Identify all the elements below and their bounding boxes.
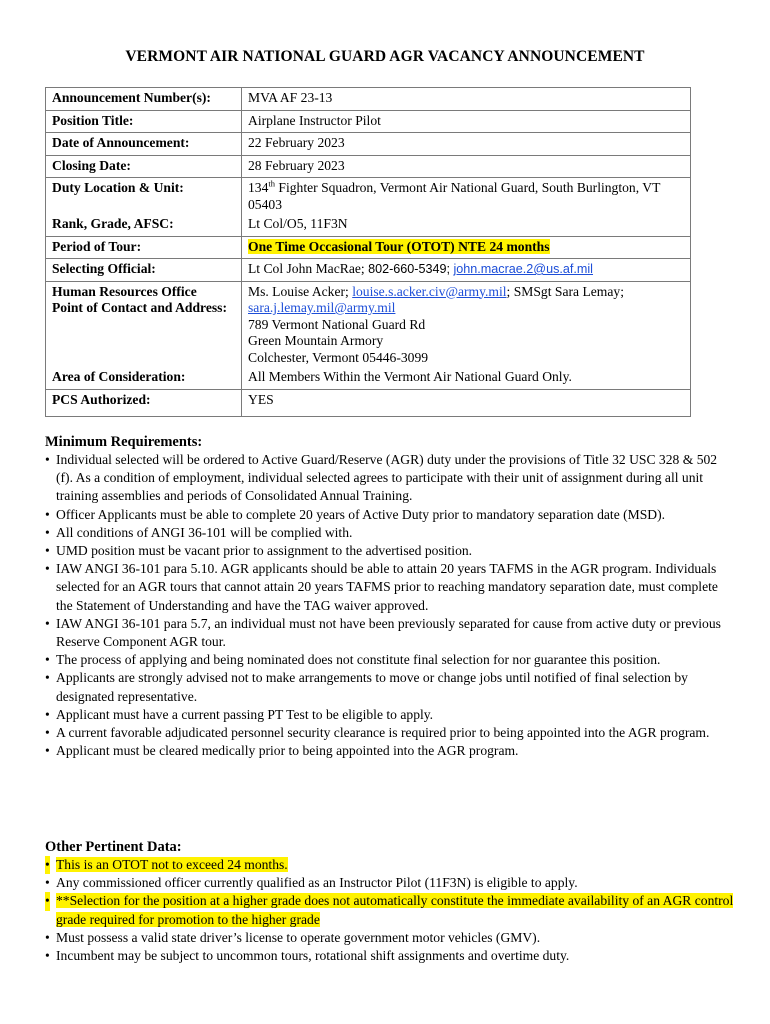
list-item: • All conditions of ANGI 36-101 will be complied with.	[45, 524, 735, 542]
list-item: • Officer Applicants must be able to complete 20 years of Active Duty prior to mandatory separation date (MSD).	[45, 506, 735, 524]
closing-date-label: Closing Date:	[46, 155, 242, 178]
highlighted-text: This is an OTOT not to exceed 24 months.	[56, 857, 288, 872]
period-value	[242, 236, 691, 259]
period-label: Period of Tour:	[46, 236, 242, 259]
pcs-label: PCS Authorized:	[46, 389, 242, 416]
selecting-official-phone: 802-660-5349;	[368, 262, 454, 276]
list-item: • Must possess a valid state driver’s license to operate government motor vehicles (GMV).	[45, 929, 735, 947]
table-row	[46, 216, 691, 236]
list-item: • Applicant must have a current passing PT Test to be eligible to apply.	[45, 706, 735, 724]
duty-location-zip: 05403	[248, 196, 282, 212]
table-row	[46, 281, 691, 369]
list-item: • Individual selected will be ordered to Active Guard/Reserve (AGR) duty under the provisions of Title 32 USC 328 & 502 (f). As a condition of employment, individual selected agrees to participate with their unit of assignment during all unit training assemblies and periods of Consolidated Annual Training.	[45, 451, 735, 506]
hro-label	[46, 281, 242, 369]
announcement-number-label: Announcement Number(s):	[46, 88, 242, 111]
duty-location-value	[242, 178, 691, 217]
period-value-text: One Time Occasional Tour (OTOT) NTE 24 months	[248, 238, 550, 254]
duty-location-ordinal: th	[268, 178, 276, 189]
table-row	[46, 178, 691, 217]
table-row	[46, 110, 691, 133]
page-title: VERMONT AIR NATIONAL GUARD AGR VACANCY ANNOUNCEMENT	[125, 48, 645, 65]
table-row	[46, 155, 691, 178]
hro-address-line2: Green Mountain Armory	[248, 333, 384, 348]
selecting-official-name: Lt Col John MacRae;	[248, 261, 369, 276]
minimum-requirements-heading: Minimum Requirements:	[45, 434, 203, 450]
announcement-number-value: MVA AF 23-13	[242, 88, 691, 111]
hro-address-line1: 789 Vermont National Guard Rd	[248, 316, 426, 332]
list-item: • Any commissioned officer currently qualified as an Instructor Pilot (11F3N) is eligible to apply.	[45, 874, 735, 892]
table-row	[46, 259, 691, 282]
hro-contact1-name: Ms. Louise Acker;	[248, 283, 353, 299]
list-item: • Applicant must be cleared medically prior to being appointed into the AGR program.	[45, 742, 735, 760]
list-item	[45, 892, 735, 928]
list-item: • Applicants are strongly advised not to make arrangements to move or change jobs until notified of final selection by designated representative.	[45, 669, 735, 705]
position-title-value: Airplane Instructor Pilot	[242, 110, 691, 133]
duty-location-number: 134	[248, 180, 269, 195]
table-row	[46, 88, 691, 111]
table-row	[46, 389, 691, 416]
area-value: All Members Within the Vermont Air National Guard Only.	[242, 369, 691, 389]
table-row	[46, 133, 691, 156]
hro-label-line1: Human Resources Office	[52, 283, 197, 299]
closing-date-value: 28 February 2023	[242, 155, 691, 178]
other-pertinent-data-heading: Other Pertinent Data:	[45, 839, 182, 855]
hro-label-line2: Point of Contact and Address:	[52, 300, 227, 315]
list-item: • UMD position must be vacant prior to assignment to the advertised position.	[45, 542, 735, 560]
selecting-official-label: Selecting Official:	[46, 259, 242, 282]
position-title-label: Position Title:	[46, 110, 242, 133]
minimum-requirements-list	[45, 451, 735, 760]
hro-contact2-email-link[interactable]: sara.j.lemay.mil@army.mil	[248, 300, 396, 315]
rank-label: Rank, Grade, AFSC:	[46, 216, 242, 236]
selecting-official-email-link[interactable]: john.macrae.2@us.af.mil	[453, 262, 593, 276]
hro-contact1-email-link[interactable]: louise.s.acker.civ@army.mil	[352, 283, 507, 299]
list-item: • The process of applying and being nominated does not constitute final selection for nor guarantee this position.	[45, 651, 735, 669]
hro-address-line3: Colchester, Vermont 05446-3099	[248, 349, 429, 365]
list-item: • Incumbent may be subject to uncommon tours, rotational shift assignments and overtime duty.	[45, 947, 735, 965]
highlighted-text: **Selection for the position at a higher grade does not automatically constitute the immediate availability of an AGR control grade required for promotion to the higher grade	[56, 893, 734, 927]
list-item: • IAW ANGI 36-101 para 5.10. AGR applicants should be able to attain 20 years TAFMS in the AGR program. Individuals selected for an AGR tours that cannot attain 20 years TAFMS prior to reaching mandatory separation date, must complete the Statement of Understanding and have the TAG waiver approved.	[45, 560, 735, 615]
minimum-requirements-section	[45, 433, 735, 760]
duty-location-label: Duty Location & Unit:	[46, 178, 242, 217]
pcs-value: YES	[242, 389, 691, 416]
date-announcement-label: Date of Announcement:	[46, 133, 242, 156]
hro-contact2-name: ; SMSgt Sara Lemay;	[506, 283, 624, 299]
rank-value: Lt Col/O5, 11F3N	[242, 216, 691, 236]
other-pertinent-data-list	[45, 856, 735, 965]
date-announcement-value: 22 February 2023	[242, 133, 691, 156]
hro-value	[242, 281, 691, 369]
duty-location-text: Fighter Squadron, Vermont Air National Guard, South Burlington, VT	[275, 180, 661, 195]
table-row	[46, 236, 691, 259]
other-pertinent-data-section	[45, 838, 735, 965]
list-item	[45, 856, 735, 874]
list-item: • IAW ANGI 36-101 para 5.7, an individual must not have been previously separated for cause from active duty or previous Reserve Component AGR tour.	[45, 615, 735, 651]
selecting-official-value	[242, 259, 691, 282]
list-item: • A current favorable adjudicated personnel security clearance is required prior to being appointed into the AGR program.	[45, 724, 735, 742]
table-row	[46, 369, 691, 389]
area-label: Area of Consideration:	[46, 369, 242, 389]
announcement-info-table	[45, 87, 691, 417]
